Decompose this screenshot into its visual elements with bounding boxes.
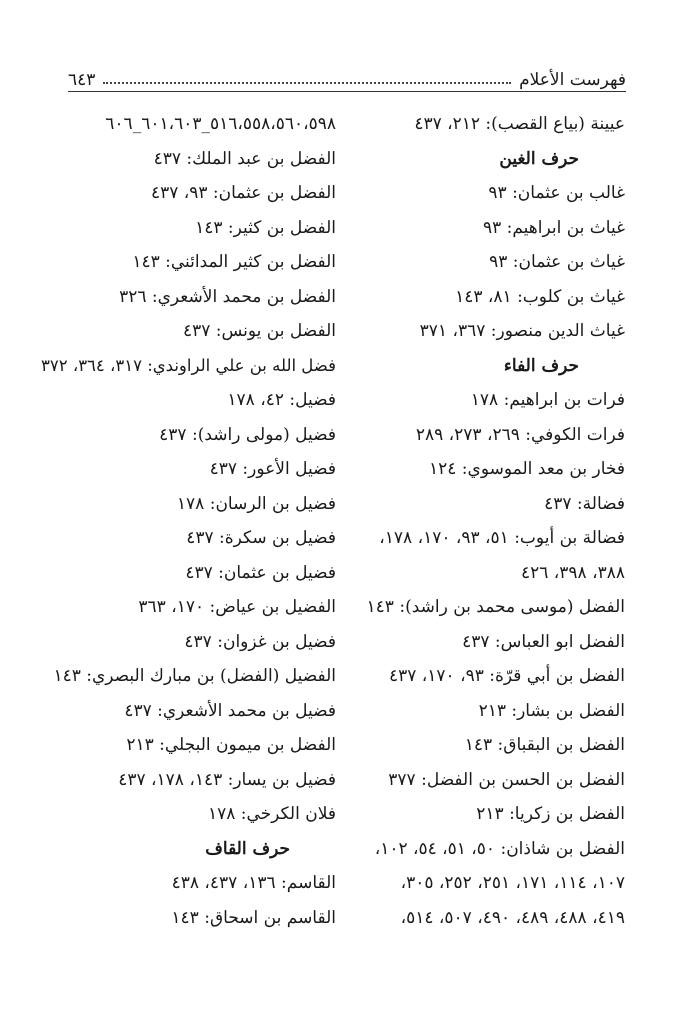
header-title: فهرست الأعلام [519, 70, 626, 90]
index-entry: فضيل بن غزوان: ٤٣٧ [184, 631, 336, 652]
index-entry: الفضل بن كثير المدائني: ١٤٣ [132, 252, 336, 272]
index-entry: الفضل بن عثمان: ٩٣، ٤٣٧ [150, 183, 336, 203]
index-entry: عيينة (بياع القصب): ٢١٢، ٤٣٧ [414, 114, 625, 134]
section-heading: حرف الفاء [503, 355, 579, 376]
index-entry: فضيل: ٤٢، ١٧٨ [227, 390, 336, 410]
index-entry: الفضل بن كثير: ١٤٣ [195, 217, 336, 238]
running-header [68, 64, 626, 90]
index-entry: الفضل بن البقباق: ١٤٣ [464, 735, 625, 755]
index-entry: فضيل (مولى راشد): ٤٣٧ [159, 424, 336, 445]
index-entry: فضالة: ٤٣٧ [544, 493, 625, 514]
index-entry: الفضيل بن عياض: ١٧٠، ٣٦٣ [138, 597, 336, 617]
index-entry: الفضل بن بشار: ٢١٣ [478, 700, 625, 721]
index-entry: فضيل بن سكرة: ٤٣٧ [186, 528, 336, 548]
index-entry: فضالة بن أيوب: ٥١، ٩٣، ١٧٠، ١٧٨، [379, 528, 625, 548]
index-entry: فلان الكرخي: ١٧٨ [207, 804, 336, 824]
index-entry: الفضل بن يونس: ٤٣٧ [182, 321, 336, 341]
header-rule [68, 91, 626, 92]
index-entry: القاسم بن اسحاق: ١٤٣ [171, 907, 336, 928]
index-column-right [325, 107, 625, 935]
index-entry: الفضل بن زكريا: ٢١٣ [476, 804, 625, 824]
header-dot-leader [103, 82, 511, 84]
index-entry: الفضل بن شاذان: ٥٠، ٥١، ٥٤، ١٠٢، [374, 838, 625, 859]
index-entry: فرات الكوفي: ٢٦٩، ٢٧٣، ٢٨٩ [415, 424, 625, 445]
index-entry: الفضل (موسى محمد بن راشد): ١٤٣ [366, 597, 625, 617]
index-entry: ١٠٧، ١١٤، ١٧١، ٢٥١، ٢٥٢، ٣٠٥، [400, 873, 625, 893]
section-heading: حرف القاف [205, 838, 290, 859]
index-entry: فخار بن معد الموسوي: ١٢٤ [429, 459, 625, 479]
index-entry: الفضل بن الحسن بن الفضل: ٣٧٧ [388, 769, 625, 790]
index-entry: غياث الدين منصور: ٣٦٧، ٣٧١ [419, 321, 625, 341]
index-entry: فضل الله بن علي الراوندي: ٣١٧، ٣٦٤، ٣٧٢ [41, 355, 336, 375]
index-entry: الفضل بن أبي قرّة: ٩٣، ١٧٠، ٤٣٧ [388, 666, 625, 686]
index-entry: فضيل بن محمد الأشعري: ٤٣٧ [124, 700, 336, 721]
index-entry: فضيل بن الرسان: ١٧٨ [176, 493, 336, 514]
page-number: ٦٤٣ [68, 70, 96, 90]
index-column-left [36, 107, 336, 935]
index-entry: الفضيل (الفضل) بن مبارك البصري: ١٤٣ [53, 666, 336, 686]
index-entry: فضيل بن عثمان: ٤٣٧ [185, 562, 336, 583]
index-entry: غياث بن كلوب: ٨١، ١٤٣ [455, 286, 625, 307]
index-entry: الفضل بن ميمون البجلي: ٢١٣ [126, 735, 336, 755]
index-entry: القاسم: ١٣٦، ٤٣٧، ٤٣٨ [171, 873, 336, 893]
index-entry: غياث بن عثمان: ٩٣ [489, 252, 625, 272]
section-heading: حرف الغين [499, 148, 579, 169]
index-entry: غياث بن ابراهيم: ٩٣ [482, 217, 625, 238]
index-entry: غالب بن عثمان: ٩٣ [488, 183, 625, 203]
index-entry: فرات بن ابراهيم: ١٧٨ [470, 390, 625, 410]
index-entry: فضيل الأعور: ٤٣٧ [209, 459, 336, 479]
index-entry: ٤١٩، ٤٨٨، ٤٨٩، ٤٩٠، ٥٠٧، ٥١٤، [400, 907, 625, 928]
index-entry: الفضل بن محمد الأشعري: ٣٢٦ [119, 286, 336, 307]
index-entry: الفضل بن عبد الملك: ٤٣٧ [153, 148, 336, 169]
index-entry: فضيل بن يسار: ١٤٣، ١٧٨، ٤٣٧ [118, 769, 336, 790]
index-entry: الفضل ابو العباس: ٤٣٧ [462, 631, 625, 652]
index-entry: ٣٨٨، ٣٩٨، ٤٢٦ [521, 562, 625, 583]
index-entry: ٥١٦،٥٥٨،٥٦٠،٥٩٨_٦٠١،٦٠٣_٦٠٦ [105, 114, 336, 134]
